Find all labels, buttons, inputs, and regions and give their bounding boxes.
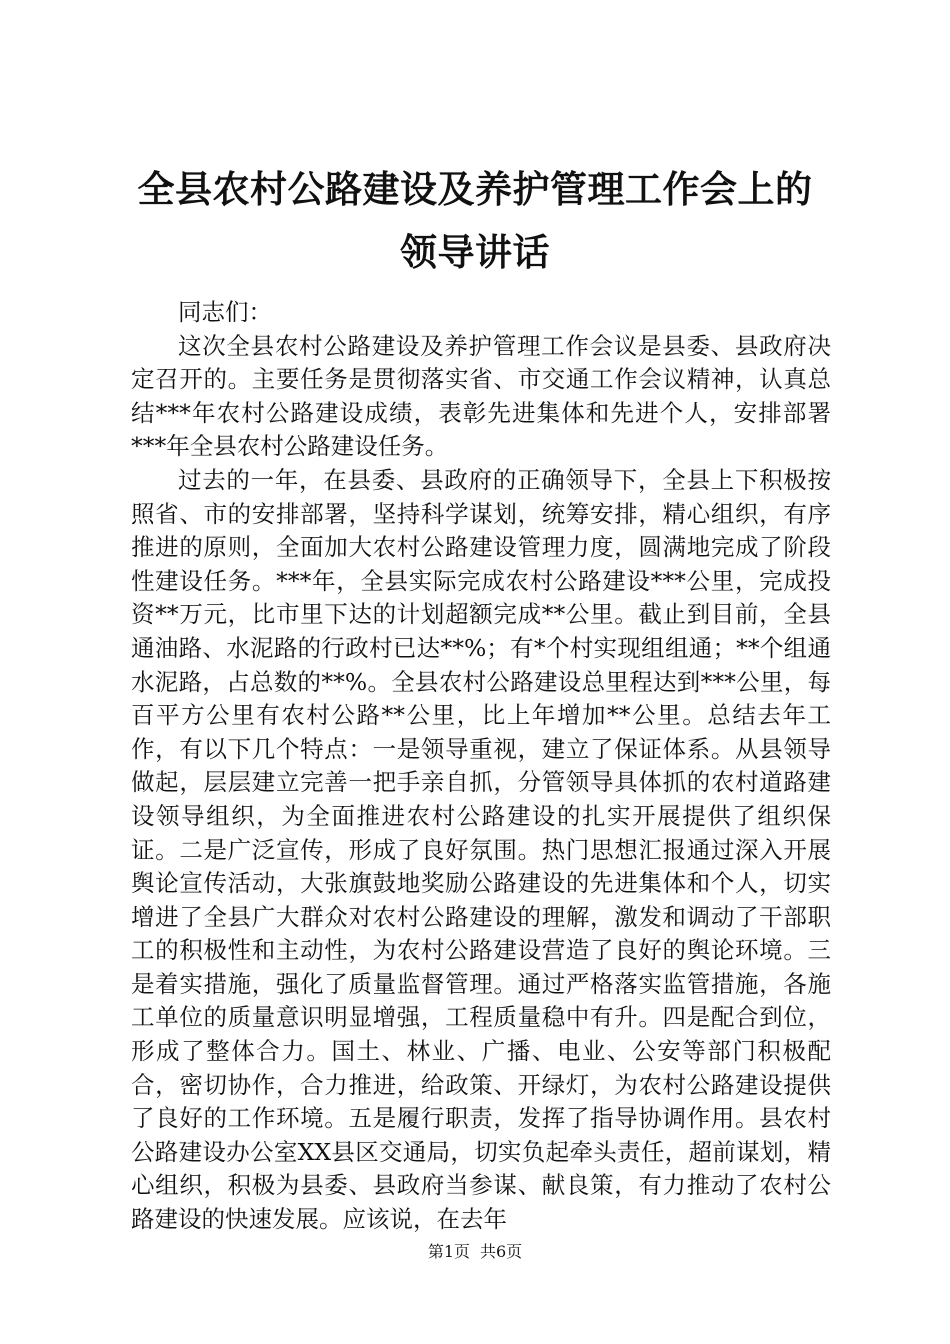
page-total: 共6页 xyxy=(480,1242,523,1261)
salutation: 同志们： xyxy=(178,298,272,326)
page-footer xyxy=(0,1240,950,1264)
page-number: 第1页 xyxy=(427,1242,470,1261)
paragraph-1: 这次全县农村公路建设及养护管理工作会议是县委、县政府决定召开的。主要任务是贯彻落实省、市交通工作会议精神，认真总结***年农村公路建设成绩，表彰先进集体和先进个人，安排部署***年全县农村公路建设任务。 xyxy=(131,331,831,461)
paragraph-2: 过去的一年，在县委、县政府的正确领导下，全县上下积极按照省、市的安排部署，坚持科学谋划，统筹安排，精心组织，有序推进的原则，全面加大农村公路建设管理力度，圆满地完成了阶段性建设任务。***年，全县实际完成农村公路建设***公里，完成投资**万元，比市里下达的计划超额完成**公里。截止到目前，全县通油路、水泥路的行政村已达**%；有*个村实现组组通；**个组通水泥路，占总数的**%。全县农村公路建设总里程达到***公里，每百平方公里有农村公路**公里，比上年增加**公里。总结去年工作，有以下几个特点：一是领导重视，建立了保证体系。从县领导做起，层层建立完善一把手亲自抓，分管领导具体抓的农村道路建设领导组织，为全面推进农村公路建设的扎实开展提供了组织保证。二是广泛宣传，形成了良好氛围。热门思想汇报通过深入开展舆论宣传活动，大张旗鼓地奖励公路建设的先进集体和个人，切实增进了全县广大群众对农村公路建设的理解，激发和调动了干部职工的积极性和主动性，为农村公路建设营造了良好的舆论环境。三是着实措施，强化了质量监督管理。通过严格落实监管措施，各施工单位的质量意识明显增强，工程质量稳中有升。四是配合到位，形成了整体合力。国土、林业、广播、电业、公安等部门积极配合，密切协作，合力推进，给政策、开绿灯，为农村公路建设提供了良好的工作环境。五是履行职责，发挥了指导协调作用。县农村公路建设办公室XX县区交通局，切实负起牵头责任，超前谋划，精心组织，积极为县委、县政府当参谋、献良策，有力推动了农村公路建设的快速发展。应该说，在去年 xyxy=(131,465,831,1234)
document-body xyxy=(131,296,831,1237)
document-title: 全县农村公路建设及养护管理工作会上的领导讲话 xyxy=(137,167,813,274)
